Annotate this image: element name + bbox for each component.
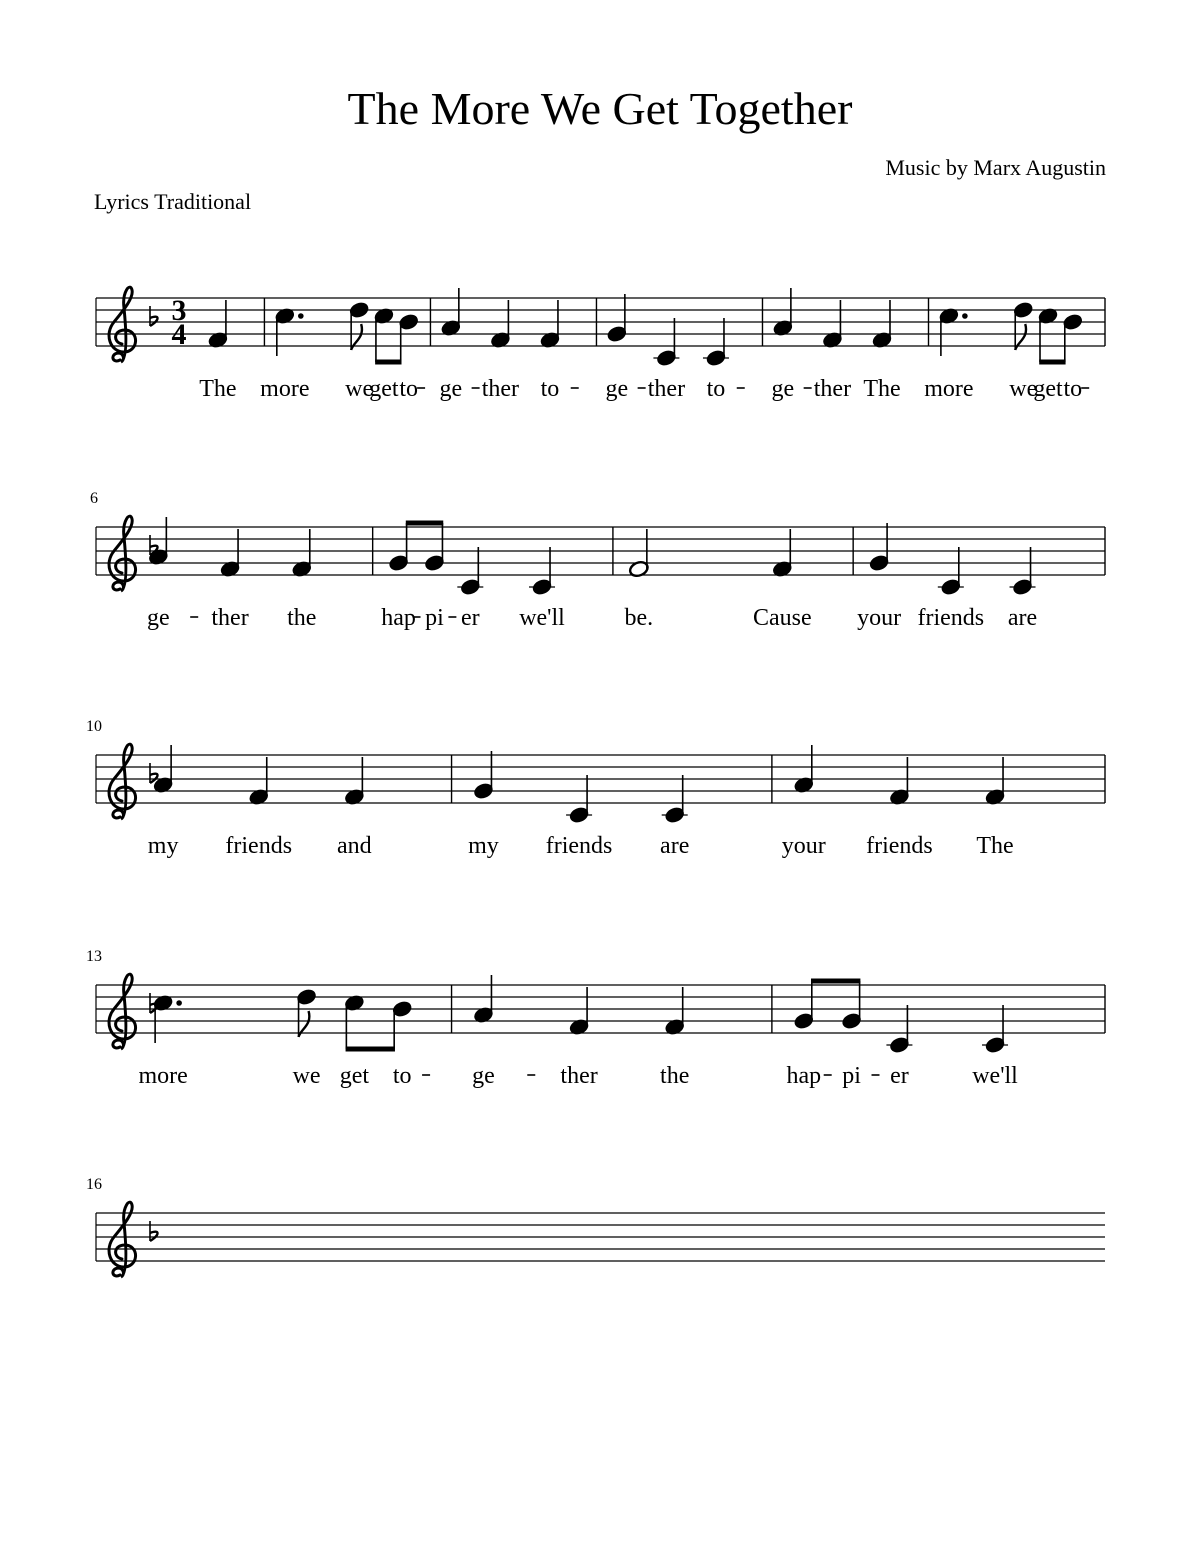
lyric-syllable: to bbox=[1063, 376, 1083, 402]
lyric-syllable: your bbox=[857, 605, 902, 631]
staff-system bbox=[90, 490, 1105, 631]
lyric-syllable: are bbox=[660, 833, 690, 859]
lyric-syllable: my bbox=[147, 833, 179, 859]
lyric-syllable: ther bbox=[481, 376, 520, 402]
lyric-syllable: be. bbox=[624, 605, 654, 631]
augmentation-dot bbox=[962, 313, 968, 319]
lyric-syllable: get bbox=[369, 376, 399, 402]
lyric-syllable: hap bbox=[381, 605, 416, 631]
lyric-syllable: get bbox=[339, 1063, 370, 1089]
lyric-syllable: ge bbox=[439, 376, 463, 402]
lyric-syllable: my bbox=[468, 833, 499, 859]
lyric-syllable: your bbox=[781, 833, 826, 859]
staff-system bbox=[96, 287, 1105, 402]
measure-number: 13 bbox=[86, 948, 102, 965]
lyric-syllable: er bbox=[890, 1063, 909, 1089]
lyric-syllable: ther bbox=[560, 1063, 598, 1089]
lyric-syllable: are bbox=[1007, 605, 1038, 631]
lyric-syllable: ther bbox=[647, 376, 686, 402]
time-signature-top: 3 bbox=[171, 294, 187, 327]
lyric-syllable: The bbox=[199, 376, 237, 402]
measure-number: 6 bbox=[90, 490, 98, 507]
lyric-syllable: more bbox=[260, 376, 310, 402]
lyric-syllable: the bbox=[287, 605, 317, 631]
lyric-syllable: we bbox=[345, 376, 374, 402]
lyric-syllable: The bbox=[863, 376, 901, 402]
page-title: The More We Get Together bbox=[347, 83, 853, 134]
lyric-syllable: and bbox=[337, 833, 372, 859]
flat-sign bbox=[150, 317, 158, 326]
lyric-syllable: ge bbox=[605, 376, 629, 402]
lyric-syllable: to bbox=[706, 376, 726, 402]
lyric-syllable: to bbox=[392, 1063, 412, 1089]
lyric-syllable: friends bbox=[225, 833, 293, 859]
lyric-syllable: we'll bbox=[519, 605, 565, 631]
lyric-syllable: the bbox=[660, 1063, 690, 1089]
lyricist-credit: Lyrics Traditional bbox=[94, 189, 252, 214]
lyric-syllable: ge bbox=[472, 1063, 495, 1089]
lyric-syllable: we'll bbox=[972, 1063, 1018, 1089]
lyric-syllable: get bbox=[1033, 376, 1063, 402]
lyric-syllable: we bbox=[1009, 376, 1038, 402]
lyric-syllable: friends bbox=[545, 833, 613, 859]
augmentation-dot bbox=[298, 313, 304, 319]
augmentation-dot bbox=[176, 1000, 182, 1006]
lyric-syllable: ge bbox=[771, 376, 795, 402]
lyric-syllable: friends bbox=[917, 605, 985, 631]
lyric-syllable: Cause bbox=[752, 605, 812, 631]
lyric-syllable: pi bbox=[842, 1063, 861, 1089]
lyric-syllable: to bbox=[399, 376, 419, 402]
lyric-syllable: more bbox=[924, 376, 974, 402]
staff-system bbox=[86, 948, 1105, 1089]
lyric-syllable: pi bbox=[425, 605, 444, 631]
staff-system bbox=[86, 718, 1105, 859]
flat-sign bbox=[150, 1232, 158, 1241]
lyric-syllable: er bbox=[460, 605, 480, 631]
lyric-syllable: ther bbox=[813, 376, 852, 402]
lyric-syllable: to bbox=[540, 376, 560, 402]
lyric-syllable: ther bbox=[211, 605, 249, 631]
staff-system bbox=[86, 1176, 1105, 1277]
lyric-syllable: we bbox=[292, 1063, 321, 1089]
lyric-syllable: more bbox=[138, 1063, 188, 1089]
lyric-syllable: hap bbox=[786, 1063, 822, 1089]
composer-credit: Music by Marx Augustin bbox=[885, 155, 1106, 180]
measure-number: 16 bbox=[86, 1176, 102, 1193]
time-signature-bottom: 4 bbox=[171, 318, 187, 351]
lyric-syllable: ge bbox=[147, 605, 170, 631]
lyric-syllable: The bbox=[976, 833, 1014, 859]
measure-number: 10 bbox=[86, 718, 102, 735]
lyric-syllable: friends bbox=[866, 833, 933, 859]
